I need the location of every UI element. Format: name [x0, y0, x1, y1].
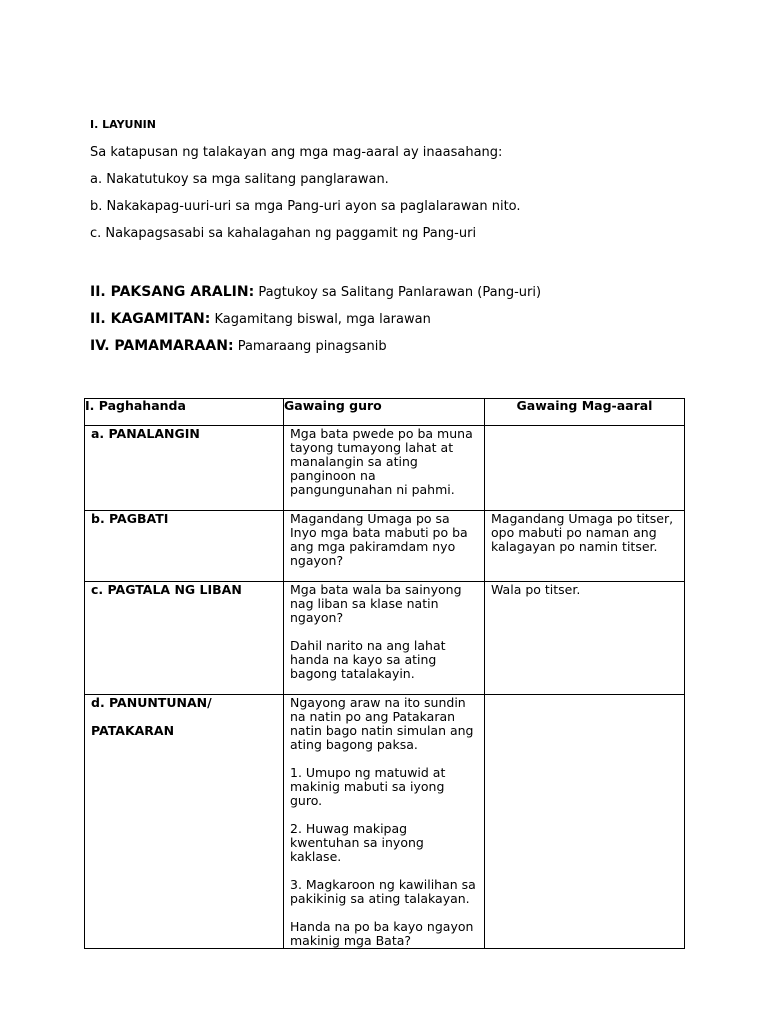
row-label: PATAKARAN: [91, 723, 175, 738]
section-value: Pagtukoy sa Salitang Panlarawan (Pang-uri): [258, 285, 542, 300]
column-header: Gawaing guro: [284, 399, 485, 426]
teacher-text: Magandang Umaga po sa Inyo mga bata mabuti po ba ang mga pakiramdam nyo ngayon?: [290, 511, 468, 568]
table-header-row: [85, 399, 685, 426]
section-pamamaraan: [90, 338, 387, 354]
column-header: I. Paghahanda: [85, 399, 284, 426]
section-key: II. PAKSANG ARALIN:: [90, 284, 255, 300]
teacher-cell: [284, 582, 485, 695]
row-label: a. PANALANGIN: [91, 426, 200, 441]
teacher-text: Mga bata pwede po ba muna tayong tumayong lahat at manalangin sa ating panginoon na pangungunahan ni pahmi.: [290, 426, 473, 497]
section-key: IV. PAMAMARAAN:: [90, 338, 234, 354]
student-cell: [485, 511, 685, 582]
section-kagamitan: [90, 311, 431, 327]
procedure-table: [84, 398, 685, 949]
objective-item: a. Nakatutukoy sa mga salitang panglarawan.: [90, 172, 389, 187]
student-text: Wala po titser.: [491, 582, 581, 597]
teacher-text: Mga bata wala ba sainyong nag liban sa klase natin ngayon?: [290, 582, 462, 625]
objective-item: c. Nakapagsasabi sa kahalagahan ng paggamit ng Pang-uri: [90, 226, 477, 241]
table-row: [85, 695, 685, 949]
table-row: [85, 511, 685, 582]
objectives-heading: I. LAYUNIN: [90, 118, 156, 131]
student-text: Magandang Umaga po titser, opo mabuti po naman ang kalagayan po namin titser.: [491, 511, 674, 554]
section-paksang-aralin: [90, 284, 541, 300]
teacher-text: 2. Huwag makipag kwentuhan sa inyong kaklase.: [290, 821, 424, 864]
teacher-text: Dahil narito na ang lahat handa na kayo sa ating bagong tatalakayin.: [290, 638, 446, 681]
teacher-cell: [284, 426, 485, 511]
section-value: Pamaraang pinagsanib: [237, 339, 387, 354]
table-row: [85, 426, 685, 511]
row-label: b. PAGBATI: [91, 511, 169, 526]
teacher-text: 1. Umupo ng matuwid at makinig mabuti sa iyong guro.: [290, 765, 446, 808]
section-key: II. KAGAMITAN:: [90, 311, 211, 327]
teacher-text: 3. Magkaroon ng kawilihan sa pakikinig sa ating talakayan.: [290, 877, 476, 906]
row-label: d. PANUNTUNAN/: [91, 695, 212, 710]
objectives-intro: Sa katapusan ng talakayan ang mga mag-aaral ay inaasahang:: [90, 145, 503, 160]
column-header: Gawaing Mag-aaral: [485, 399, 685, 426]
student-cell: [485, 582, 685, 695]
objective-item: b. Nakakapag-uuri-uri sa mga Pang-uri ayon sa paglalarawan nito.: [90, 199, 521, 214]
row-label-cell: [85, 582, 284, 695]
table-row: [85, 582, 685, 695]
section-value: Kagamitang biswal, mga larawan: [214, 312, 431, 327]
student-cell: [485, 695, 685, 949]
teacher-text: Handa na po ba kayo ngayon makinig mga Bata?: [290, 919, 474, 948]
student-cell: [485, 426, 685, 511]
row-label-cell: [85, 511, 284, 582]
row-label-cell: [85, 426, 284, 511]
teacher-cell: [284, 695, 485, 949]
row-label: c. PAGTALA NG LIBAN: [91, 582, 242, 597]
teacher-cell: [284, 511, 485, 582]
teacher-text: Ngayong araw na ito sundin na natin po ang Patakaran natin bago natin simulan ang ating bagong paksa.: [290, 695, 474, 752]
row-label-cell: [85, 695, 284, 949]
